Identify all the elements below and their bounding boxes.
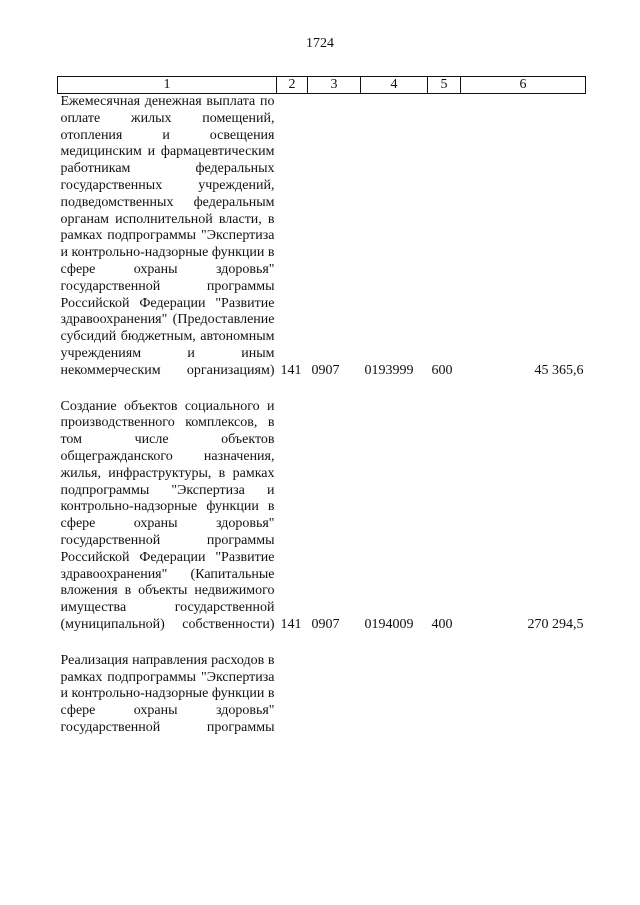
- table-header: [58, 77, 586, 94]
- table-row: [58, 94, 586, 380]
- header-col-6: 6: [461, 77, 586, 94]
- row-col-3: 0907: [311, 616, 340, 632]
- row-amount: [461, 653, 586, 737]
- table-row: [58, 399, 586, 634]
- row-col-5: 600: [431, 362, 453, 378]
- header-col-2: 2: [277, 77, 308, 94]
- row-col-4: 0193999: [364, 362, 414, 378]
- row-col-4: 0194009: [364, 616, 414, 632]
- row-col-3: [308, 653, 361, 737]
- row-spacer: [58, 380, 586, 399]
- page-number: 1724: [306, 36, 334, 51]
- row-col-2: [277, 653, 308, 737]
- row-description: Создание объектов социального и производственного комплексов, в том числе объектов общегражданского назначения, жилья, инфраструктуры, в рамках подпрограммы "Экспертиза и контрольно-надзорные функции в сфере охраны здоровья" государственной программы Российской Федерации "Развитие здравоохранения" (Капитальные вложения в объекты недвижимого имущества государственной (муниципальной) собственности): [60, 398, 275, 632]
- row-amount: 270 294,5: [527, 616, 584, 632]
- header-row: [58, 77, 586, 94]
- budget-table: [57, 76, 586, 737]
- row-description: Ежемесячная денежная выплата по оплате жилых помещений, отопления и освещения медицинским и фармацевтическим работникам федеральных государственных учреждений, подведомственных федеральным органам исполнительной власти, в рамках подпрограммы "Экспертиза и контрольно-надзорные функции в сфере охраны здоровья" государственной программы Российской Федерации "Развитие здравоохранения" (Предоставление субсидий бюджетным, автономным учреждениям и иным некоммерческим организациям): [60, 94, 275, 378]
- header-col-4: 4: [361, 77, 428, 94]
- row-col-3: 0907: [311, 362, 340, 378]
- row-col-2: 141: [280, 616, 302, 632]
- row-col-5: [428, 653, 461, 737]
- row-col-4: [361, 653, 428, 737]
- row-amount: 45 365,6: [534, 362, 584, 378]
- row-description: Реализация направления расходов в рамках подпрограммы "Экспертиза и контрольно-надзорные функции в сфере охраны здоровья" государственной программы: [60, 652, 275, 735]
- row-col-5: 400: [431, 616, 453, 632]
- table-row: [58, 653, 586, 737]
- header-col-5: 5: [428, 77, 461, 94]
- header-col-3: 3: [308, 77, 361, 94]
- row-spacer: [58, 634, 586, 653]
- header-col-1: 1: [58, 77, 277, 94]
- row-col-2: 141: [280, 362, 302, 378]
